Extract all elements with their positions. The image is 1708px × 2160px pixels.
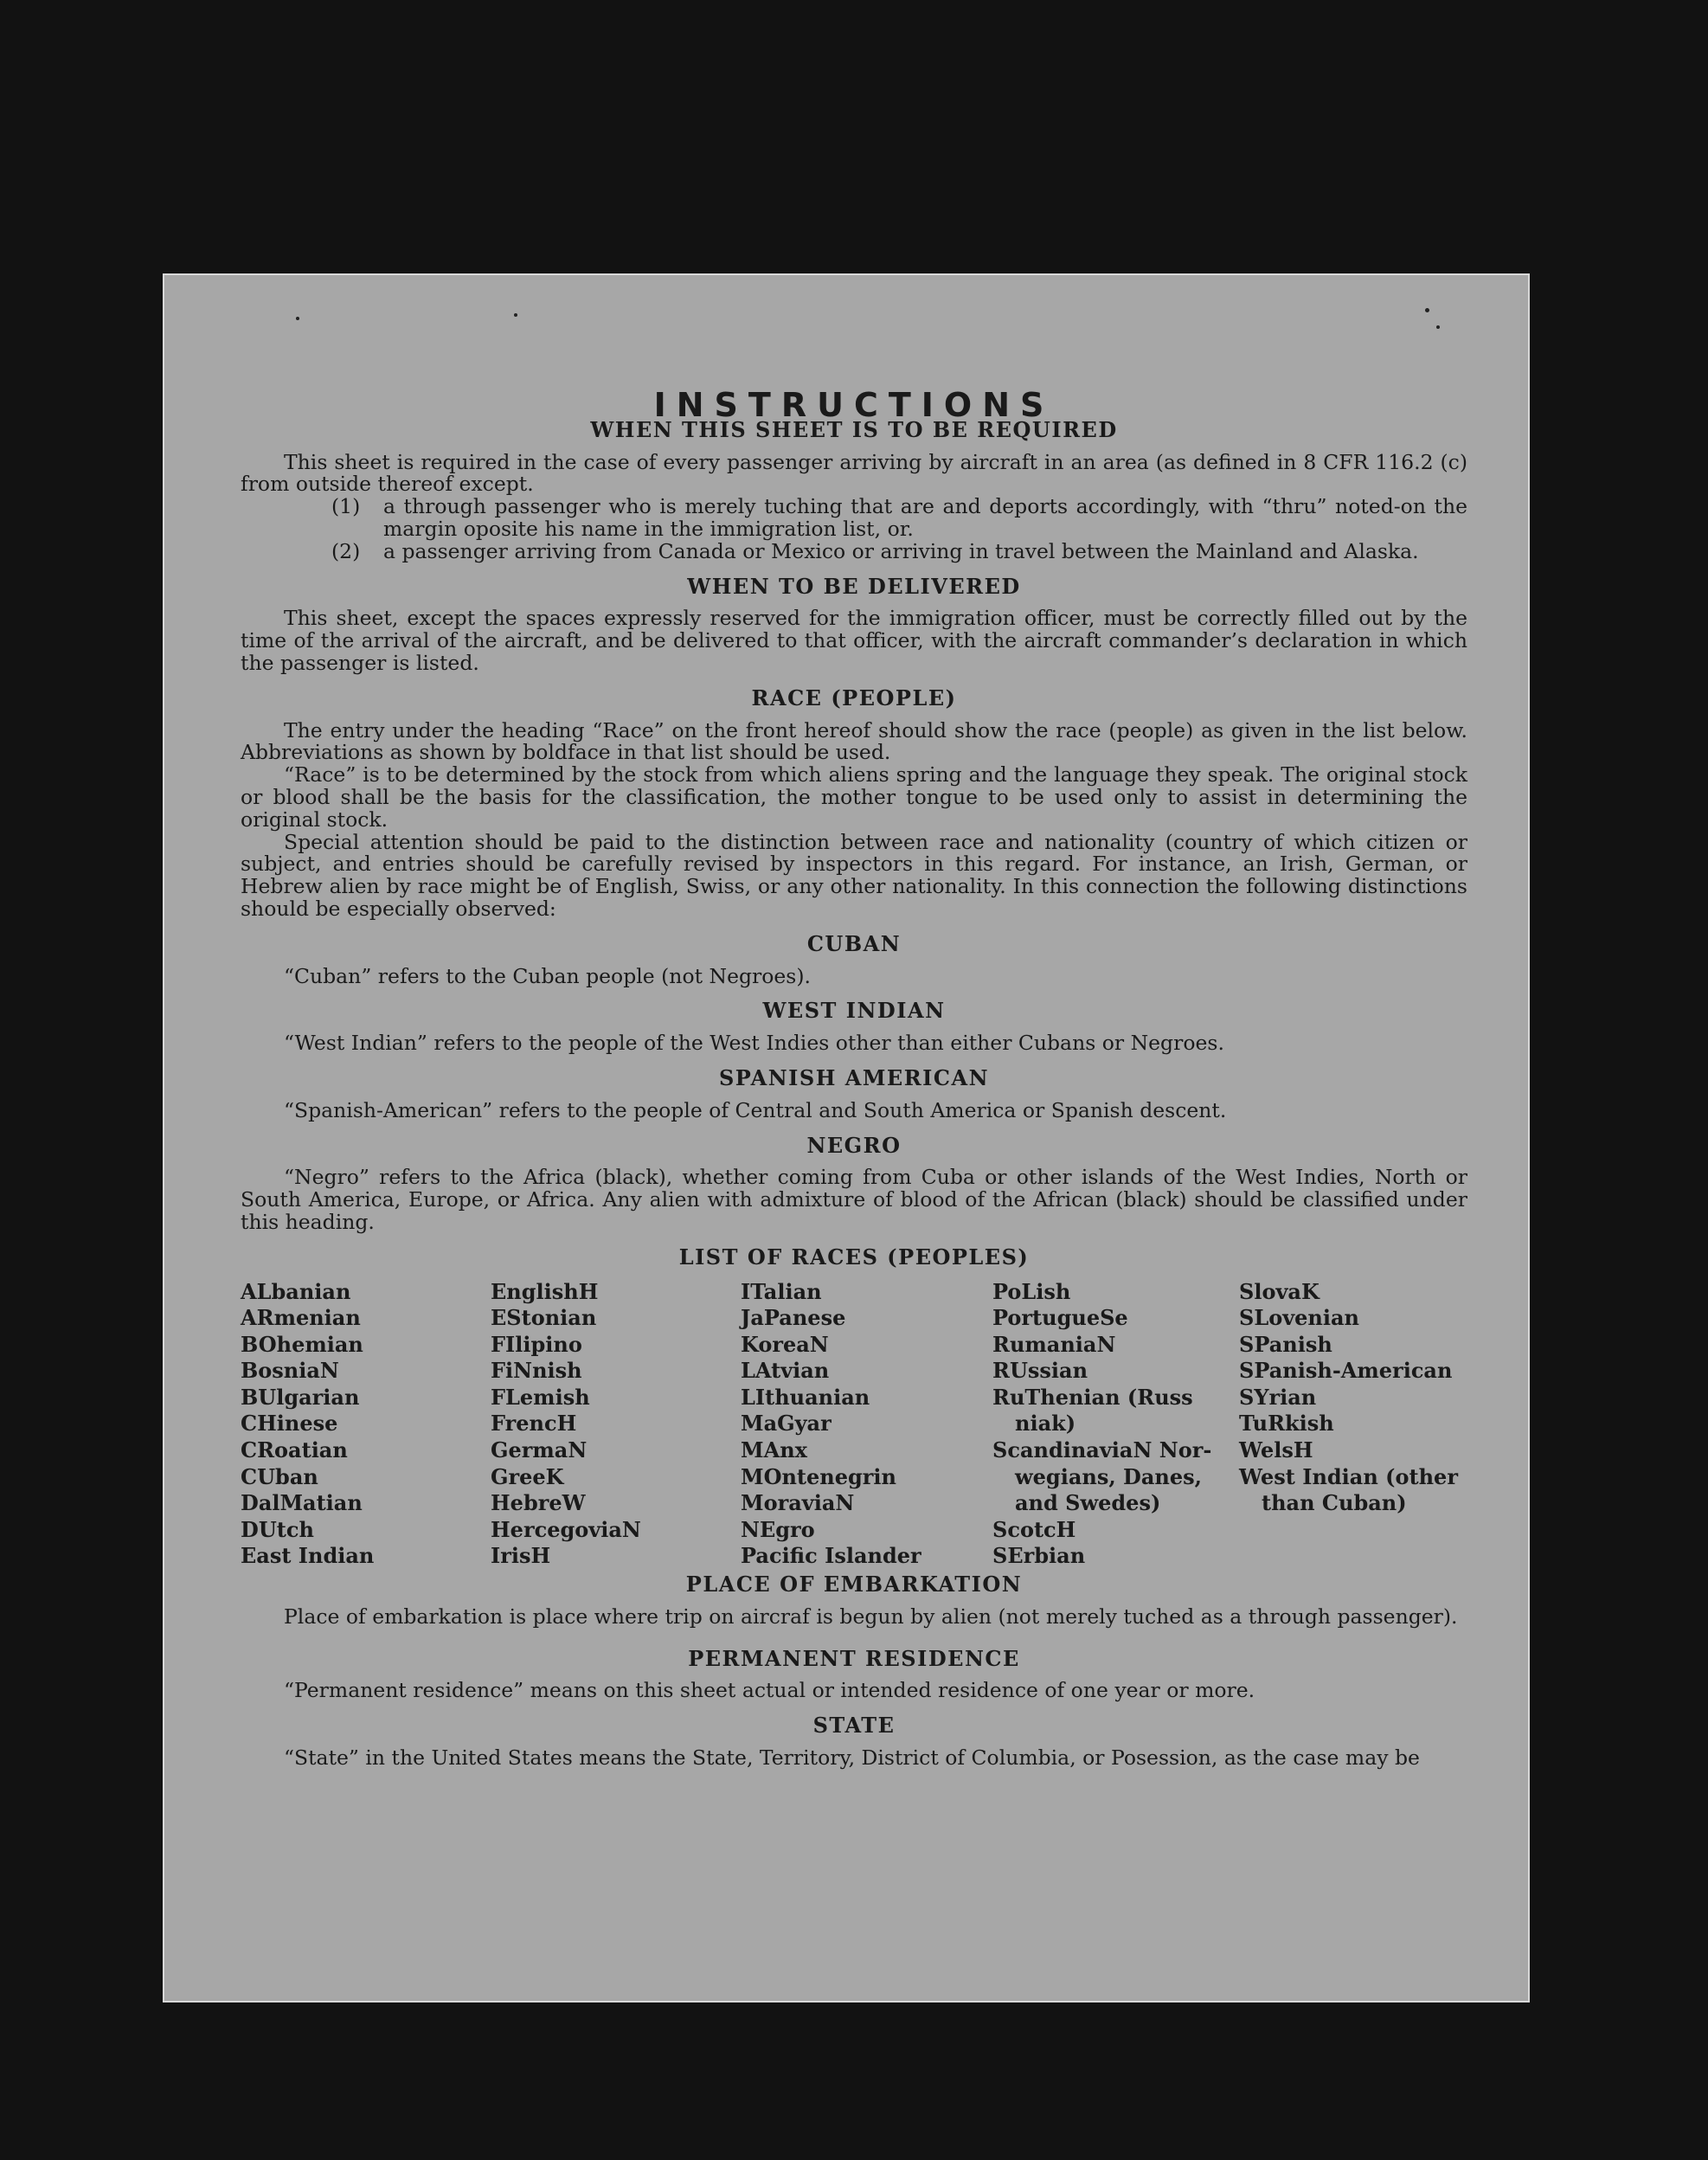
race-list — [241, 1279, 1467, 1571]
race-entry: BUlgarian — [241, 1384, 360, 1410]
race-entry: IrisH — [491, 1543, 551, 1569]
race-entry: ITalian — [741, 1278, 822, 1304]
race-entry: DUtch — [241, 1516, 314, 1542]
race-entry: East Indian — [241, 1543, 375, 1569]
race-entry: GermaN — [491, 1437, 588, 1463]
race-entry: NEgro — [741, 1516, 815, 1542]
heading-negro: NEGRO — [806, 1132, 902, 1158]
race-column — [992, 1279, 1239, 1571]
speck — [1425, 308, 1429, 312]
race-entry: FIlipino — [491, 1331, 582, 1357]
exception-item — [241, 496, 1467, 541]
exception-text: a passenger arriving from Canada or Mexico or arriving in travel between the Mainland and Alaska. — [383, 538, 1419, 563]
race-entry: MaGyar — [741, 1411, 832, 1437]
race-column — [741, 1279, 992, 1571]
exception-text: a through passenger who is merely tuching that are and deports accordingly, with “thru” noted-on the margin oposite his name in the immigration list, or. — [383, 494, 1467, 541]
race-entry: PortugueSe — [992, 1305, 1128, 1331]
race-entry: KoreaN — [741, 1331, 829, 1357]
race-column — [241, 1279, 491, 1571]
race-entry: FLemish — [491, 1384, 590, 1410]
spanish-american-body: “Spanish-American” refers to the people of Central and South America or Spanish descent. — [284, 1097, 1227, 1122]
embarkation-body: Place of embarkation is place where trip on aircraf is begun by alien (not merely tuched as a through passenger). — [284, 1604, 1458, 1629]
negro-body: “Negro” refers to the Africa (black), whether coming from Cuba or other islands of the West Indies, North or South America, Europe, or Africa. Any alien with admixture of blood of the African (black) should be classified under this heading. — [241, 1165, 1467, 1234]
race-entry: ScotcH — [992, 1516, 1076, 1542]
speck — [1436, 325, 1440, 329]
race-entry: EStonian — [491, 1305, 597, 1331]
race-entry: MOntenegrin — [741, 1463, 896, 1489]
race-entry: CHinese — [241, 1411, 338, 1437]
race-entry: PoLish — [992, 1278, 1071, 1304]
speck — [296, 317, 299, 320]
race-entry: SLovenian — [1239, 1305, 1359, 1331]
heading-list-of-races: LIST OF RACES (PEOPLES) — [678, 1244, 1030, 1270]
race-entry: SPanish-American — [1239, 1358, 1453, 1384]
race-entry: SErbian — [992, 1543, 1086, 1569]
race-entry: FiNnish — [491, 1358, 582, 1384]
heading-embarkation: PLACE OF EMBARKATION — [685, 1572, 1023, 1598]
document-page — [164, 275, 1528, 2001]
speck — [514, 313, 517, 317]
race-entry: RUssian — [992, 1358, 1088, 1384]
race-entry: BOhemian — [241, 1331, 363, 1357]
race-entry: BosniaN — [241, 1358, 339, 1384]
heading-when-required: WHEN THIS SHEET IS TO BE REQUIRED — [590, 416, 1118, 442]
exception-number: (2) — [331, 538, 361, 563]
residence-body: “Permanent residence” means on this sheet actual or intended residence of one year or more. — [284, 1678, 1255, 1703]
exception-item — [241, 538, 1467, 563]
heading-spanish-american: SPANISH AMERICAN — [718, 1064, 990, 1090]
heading-state: STATE — [812, 1713, 896, 1739]
race-entry: LAtvian — [741, 1358, 830, 1384]
race-entry: DalMatian — [241, 1490, 363, 1516]
race-column — [1239, 1279, 1467, 1571]
race-entry: JaPanese — [741, 1305, 846, 1331]
race-entry: ALbanian — [241, 1278, 351, 1304]
heading-cuban: CUBAN — [806, 930, 902, 956]
heading-when-delivered: WHEN TO BE DELIVERED — [687, 573, 1021, 599]
race-entry: TuRkish — [1239, 1411, 1334, 1437]
race-entry: MAnx — [741, 1437, 807, 1463]
document-content — [241, 386, 1467, 1771]
when-required-body: This sheet is required in the case of every passenger arriving by aircraft in an area (as defined in 8 CFR 116.2 (c) from outside thereof except. — [241, 449, 1467, 497]
race-entry: MoraviaN — [741, 1490, 855, 1516]
race-entry: ScandinaviaN Nor-wegians, Danes, and Swedes) — [992, 1437, 1212, 1516]
heading-race: RACE (PEOPLE) — [751, 685, 957, 710]
race-paragraph-1: The entry under the heading “Race” on the front hereof should show the race (people) as given in the list below. Abbreviations as shown by boldface in that list should be used. — [241, 717, 1467, 765]
race-paragraph-3: Special attention should be paid to the distinction between race and nationality (country of which citizen or subject, and entries should be carefully revised by inspectors in this regard. For instance, an Irish, German, or Hebrew alien by race might be of English, Swiss, or any other nationality. In this connection the following distinctions should be especially observed: — [241, 829, 1467, 921]
race-paragraph-2: “Race” is to be determined by the stock from which aliens spring and the language they speak. The original stock or blood shall be the basis for the classification, the mother tongue to be used only to assist in determining the original stock. — [241, 762, 1467, 832]
race-entry: CUban — [241, 1463, 318, 1489]
race-entry: SYrian — [1239, 1384, 1317, 1410]
race-column — [491, 1279, 741, 1571]
heading-permanent-residence: PERMANENT RESIDENCE — [688, 1645, 1020, 1671]
race-entry: West Indian (other than Cuban) — [1239, 1463, 1458, 1516]
race-entry: SlovaK — [1239, 1278, 1320, 1304]
cuban-body: “Cuban” refers to the Cuban people (not Negroes). — [284, 963, 812, 988]
race-entry: ARmenian — [241, 1305, 361, 1331]
race-entry: HercegoviaN — [491, 1516, 641, 1542]
race-entry: HebreW — [491, 1490, 586, 1516]
race-entry: RumaniaN — [992, 1331, 1116, 1357]
west-indian-body: “West Indian” refers to the people of the West Indies other than either Cubans or Negroes. — [284, 1031, 1224, 1056]
state-body: “State” in the United States means the State, Territory, District of Columbia, or Posession, as the case may be — [284, 1745, 1420, 1771]
race-entry: WelsH — [1239, 1437, 1313, 1463]
race-entry: FrencH — [491, 1411, 577, 1437]
race-entry: RuThenian (Russ niak) — [992, 1384, 1193, 1437]
page-title: INSTRUCTIONS — [653, 386, 1055, 424]
exception-number: (1) — [331, 494, 361, 519]
race-entry: CRoatian — [241, 1437, 348, 1463]
heading-west-indian: WEST INDIAN — [762, 998, 946, 1024]
race-entry: LIthuanian — [741, 1384, 870, 1410]
race-entry: GreeK — [491, 1463, 564, 1489]
race-entry: SPanish — [1239, 1331, 1332, 1357]
when-delivered-body: This sheet, except the spaces expressly reserved for the immigration officer, must be correctly filled out by the time of the arrival of the aircraft, and be delivered to that officer, with the aircraft commander’s declaration in which the passenger is listed. — [241, 606, 1467, 675]
race-entry: Pacific Islander — [741, 1543, 921, 1569]
race-entry: EnglishH — [491, 1278, 599, 1304]
